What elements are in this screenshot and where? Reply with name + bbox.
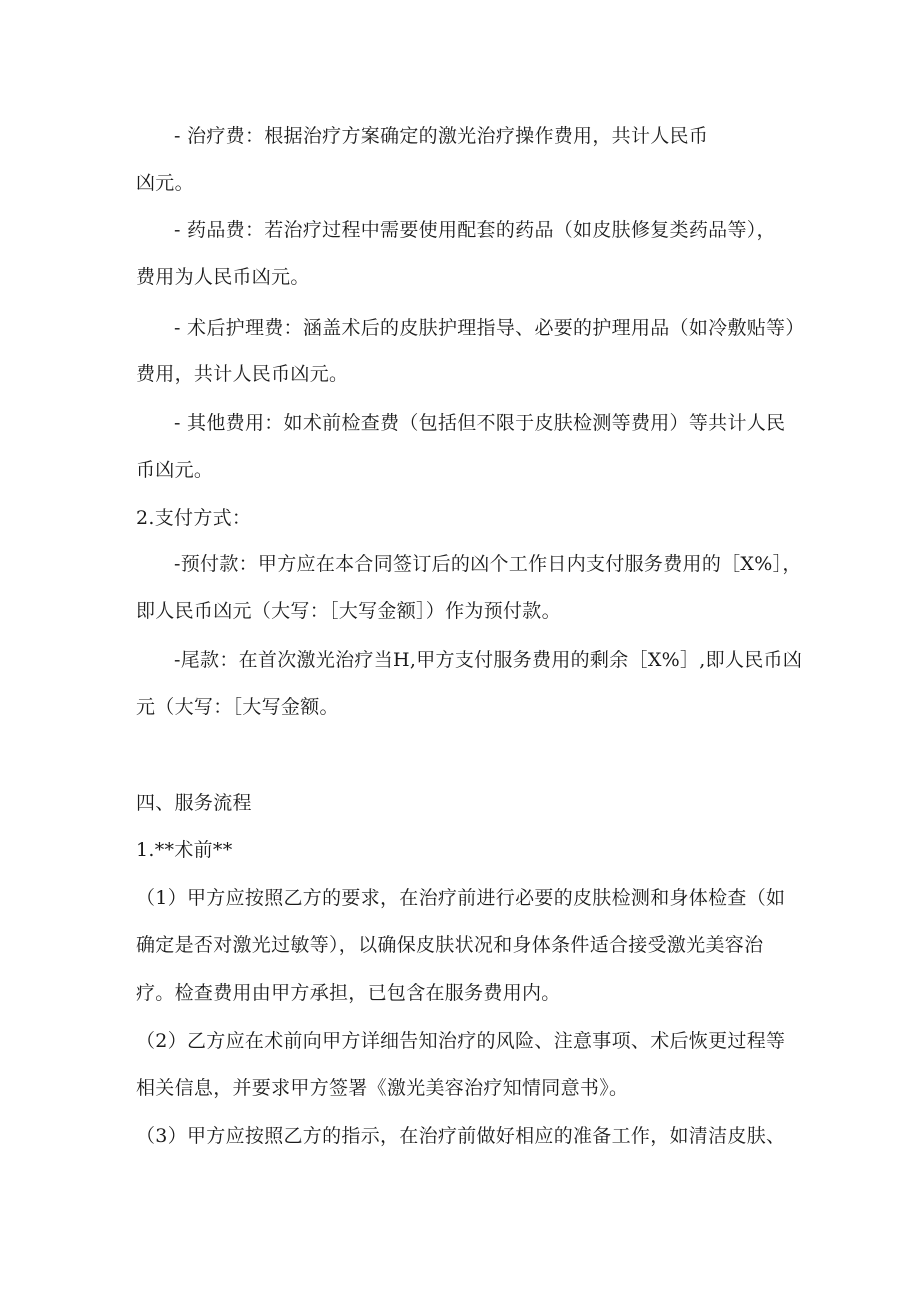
text-line: 费用，共计人民币凶元。 (136, 363, 349, 385)
text-line: 元（大写：［大写金额。 (136, 696, 339, 718)
text-line: 确定是否对激光过敏等），以确保皮肤状况和身体条件适合接受激光美容治 (136, 934, 764, 956)
text-line: 费用为人民币凶元。 (136, 266, 310, 288)
text-line: - 其他费用：如术前检查费（包括但不限于皮肤检测等费用）等共计人民 (174, 412, 786, 434)
text-line: - 治疗费：根据治疗方案确定的激光治疗操作费用，共计人民币 (174, 125, 709, 147)
text-line: （3）甲方应按照乙方的指示，在治疗前做好相应的准备工作，如清洁皮肤、 (136, 1125, 786, 1147)
text-line: - 药品费：若治疗过程中需要使用配套的药品（如皮肤修复类药品等）， (174, 219, 776, 241)
section-heading: 四、服务流程 (136, 792, 252, 814)
text-line: 疗。检查费用由甲方承担，已包含在服务费用内。 (136, 982, 561, 1004)
section-heading: 2.支付方式： (136, 507, 252, 529)
text-line: - 术后护理费：涵盖术后的皮肤护理指导、必要的护理用品（如冷敷贴等） (174, 317, 805, 339)
text-line: （2）乙方应在术前向甲方详细告知治疗的风险、注意事项、术后恢更过程等 (136, 1030, 786, 1052)
text-line: -尾款：在首次激光治疗当H,甲方支付服务费用的剩余［X%］,即人民币凶 (174, 649, 803, 671)
text-line: 相关信息，并要求甲方签署《激光美容治疗知情同意书》。 (136, 1077, 629, 1099)
text-line: 即人民币凶元（大写：［大写金额］）作为预付款。 (136, 600, 561, 622)
text-line: 币凶元。 (136, 459, 214, 481)
text-line: （1）甲方应按照乙方的要求，在治疗前进行必要的皮肤检测和身体检查（如 (136, 887, 786, 909)
text-line: -预付款：甲方应在本合同签订后的凶个工作日内支付服务费用的［X%］， (174, 553, 802, 575)
text-line: 凶元。 (136, 172, 194, 194)
subsection-heading: 1.**术前** (136, 839, 233, 861)
